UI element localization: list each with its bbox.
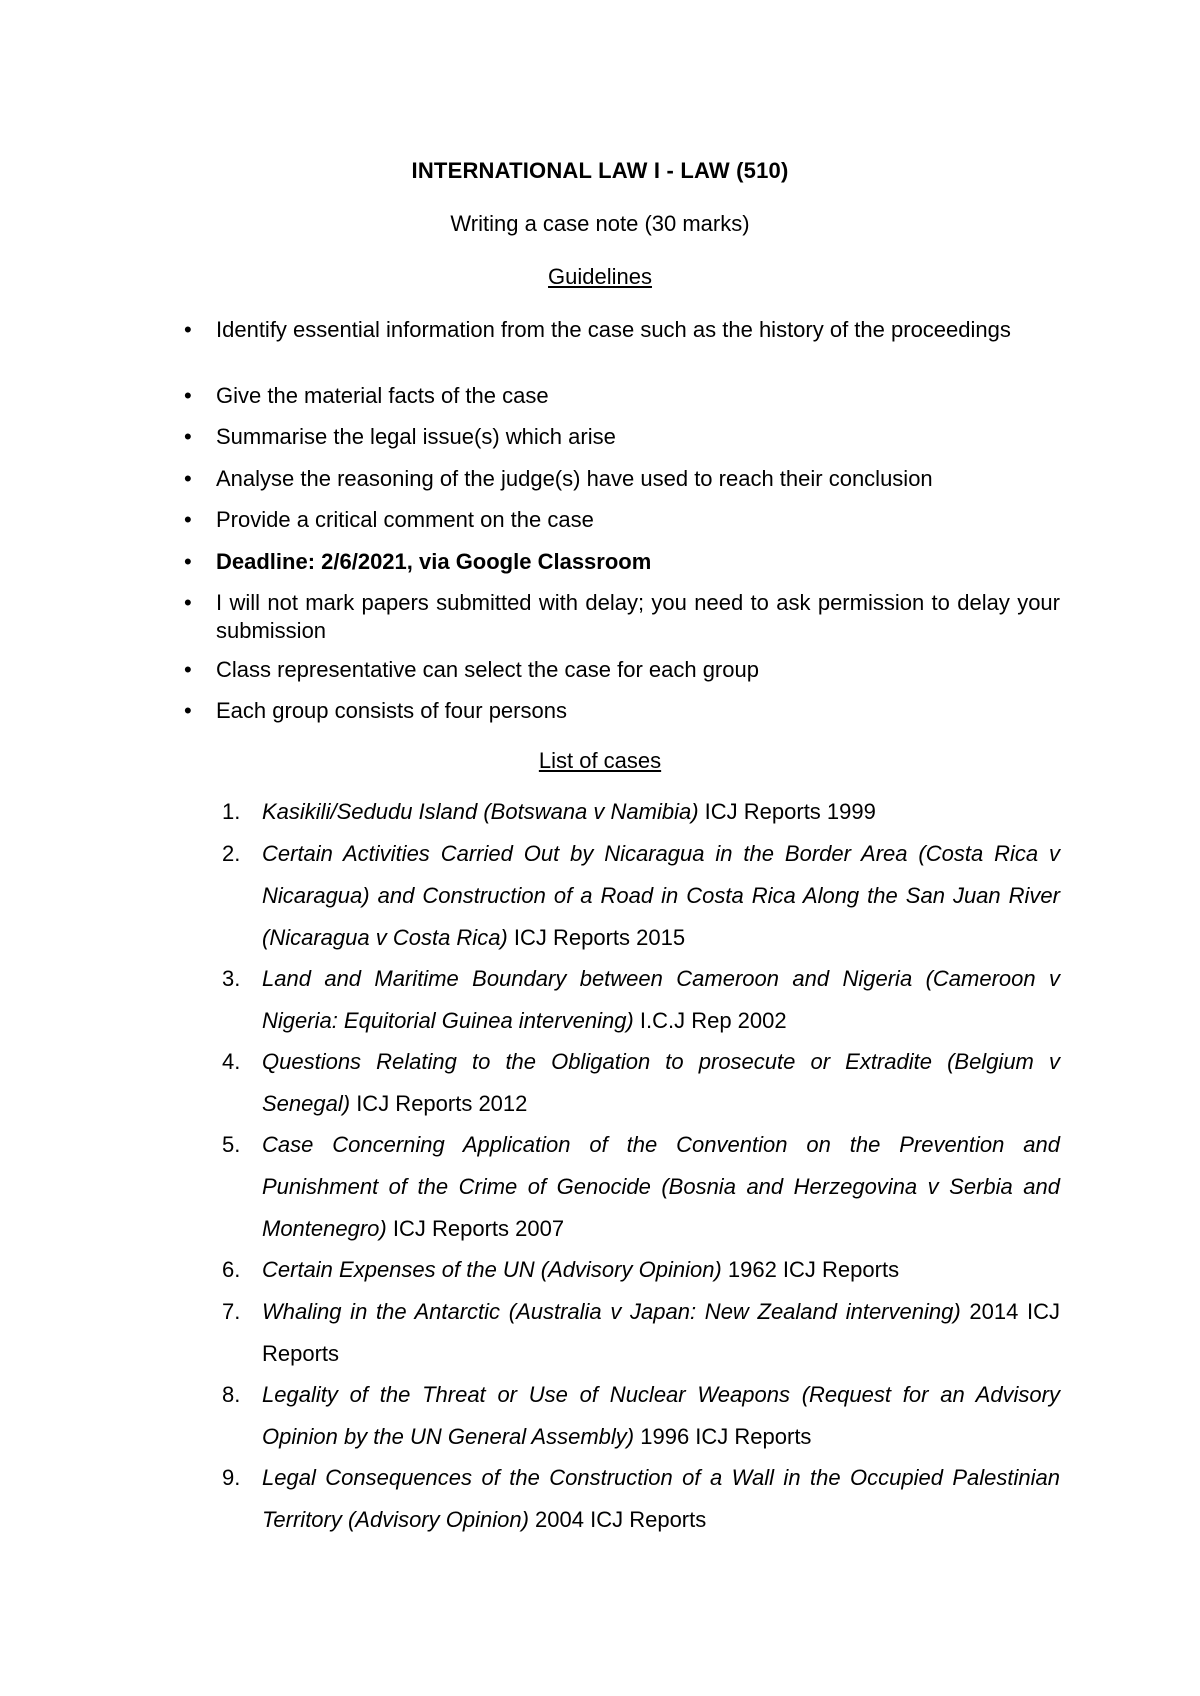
case-item — [222, 958, 1060, 1042]
bullet-icon: • — [184, 657, 192, 682]
case-number: 6. — [222, 1257, 241, 1282]
list-item-text: Provide a critical comment on the case — [216, 507, 594, 532]
case-number: 2. — [222, 841, 241, 866]
bullet-icon: • — [184, 507, 192, 532]
list-item-text: I will not mark papers submitted with delay; you need to ask permission to delay your submission — [216, 590, 1060, 643]
case-item — [222, 1249, 1060, 1291]
case-number: 5. — [222, 1132, 241, 1157]
case-name: Kasikili/Sedudu Island (Botswana v Namibia) — [262, 799, 699, 824]
bullet-icon: • — [184, 698, 192, 723]
case-citation: 2014 ICJ Reports — [262, 1299, 1061, 1366]
cases-heading: List of cases — [538, 748, 662, 773]
case-name: Whaling in the Antarctic (Australia v Japan: New Zealand intervening) — [262, 1299, 961, 1324]
list-item-text: Deadline: 2/6/2021, via Google Classroom — [216, 549, 652, 574]
case-item — [222, 791, 1060, 833]
case-number: 7. — [222, 1299, 241, 1324]
list-item — [184, 656, 1060, 684]
list-item — [184, 506, 1060, 534]
case-name: Legality of the Threat or Use of Nuclear Weapons (Request for an Advisory Opinion by the UN General Assembly) — [262, 1382, 1060, 1449]
list-item-text: Summarise the legal issue(s) which arise — [216, 424, 616, 449]
case-item — [222, 1291, 1060, 1375]
guidelines-heading: Guidelines — [548, 264, 652, 289]
case-citation: 1996 ICJ Reports — [634, 1424, 812, 1449]
case-citation: ICJ Reports 2012 — [350, 1091, 528, 1116]
list-item — [184, 465, 1060, 493]
list-item-text: Each group consists of four persons — [216, 698, 567, 723]
case-name: Certain Activities Carried Out by Nicaragua in the Border Area (Costa Rica v Nicaragua) and Construction of a Road in Costa Rica Along the San Juan River (Nicaragua v Costa Rica) — [262, 841, 1060, 950]
bullet-icon: • — [184, 466, 192, 491]
case-name: Certain Expenses of the UN (Advisory Opinion) — [262, 1257, 722, 1282]
case-name: Land and Maritime Boundary between Cameroon and Nigeria (Cameroon v Nigeria: Equitorial Guinea intervening) — [262, 966, 1060, 1033]
case-citation: ICJ Reports 1999 — [698, 799, 876, 824]
case-citation: 1962 ICJ Reports — [721, 1257, 900, 1282]
case-number: 4. — [222, 1049, 241, 1074]
list-item-text: Class representative can select the case for each group — [216, 657, 759, 682]
case-citation: ICJ Reports 2015 — [507, 925, 686, 950]
case-item — [222, 1041, 1060, 1125]
bullet-icon: • — [184, 549, 192, 574]
list-item — [184, 589, 1060, 645]
bullet-icon: • — [184, 317, 192, 342]
bullet-icon: • — [184, 424, 192, 449]
case-item — [222, 833, 1060, 959]
bullet-icon: • — [184, 590, 192, 615]
case-citation: ICJ Reports 2007 — [386, 1216, 565, 1241]
document-subtitle: Writing a case note (30 marks) — [450, 211, 750, 236]
case-citation: 2004 ICJ Reports — [528, 1507, 707, 1532]
document-title: INTERNATIONAL LAW I - LAW (510) — [411, 158, 789, 183]
list-item — [184, 382, 1060, 410]
list-item — [184, 316, 1060, 344]
case-number: 1. — [222, 799, 241, 824]
list-item — [184, 423, 1060, 451]
case-item — [222, 1374, 1060, 1458]
case-citation: I.C.J Rep 2002 — [633, 1008, 787, 1033]
list-item-text: Identify essential information from the case such as the history of the proceedings — [216, 317, 1011, 342]
bullet-icon: • — [184, 383, 192, 408]
list-item — [184, 697, 1060, 725]
case-item — [222, 1457, 1060, 1541]
list-item-text: Analyse the reasoning of the judge(s) have used to reach their conclusion — [216, 466, 933, 491]
case-number: 9. — [222, 1465, 241, 1490]
case-number: 8. — [222, 1382, 241, 1407]
list-item-deadline — [184, 548, 1060, 576]
case-item — [222, 1124, 1060, 1250]
list-item-text: Give the material facts of the case — [216, 383, 549, 408]
case-name: Case Concerning Application of the Convention on the Prevention and Punishment of the Crime of Genocide (Bosnia and Herzegovina v Serbia and Montenegro) — [262, 1132, 1060, 1241]
case-name: Questions Relating to the Obligation to prosecute or Extradite (Belgium v Senegal) — [262, 1049, 1060, 1116]
case-name: Legal Consequences of the Construction of a Wall in the Occupied Palestinian Territory (Advisory Opinion) — [262, 1465, 1060, 1532]
case-number: 3. — [222, 966, 241, 991]
